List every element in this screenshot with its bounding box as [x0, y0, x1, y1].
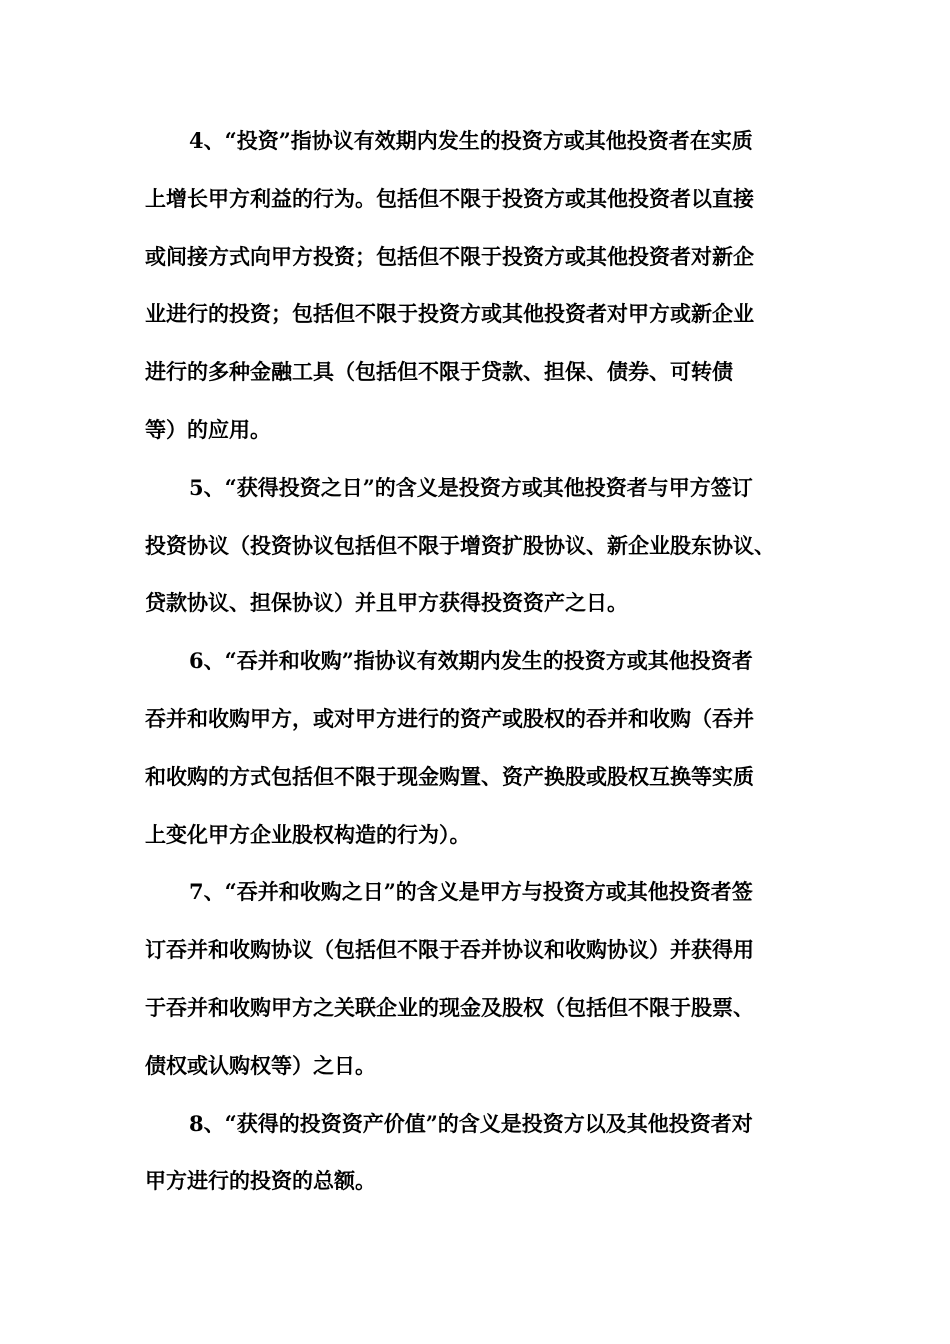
paragraph-4-text: “投资”指协议有效期内发生的投资方或其他投资者在实质	[224, 128, 753, 153]
paragraph-4-line-1	[145, 112, 825, 170]
paragraph-4-number: 4、	[189, 128, 225, 153]
paragraph-5-text: “获得投资之日”的含义是投资方或其他投资者与甲方签订	[224, 474, 753, 500]
paragraph-7-text: “吞并和收购之日”的含义是甲方与投资方或其他投资者签	[224, 879, 753, 905]
paragraph-4-line-4: 业进行的投资；包括但不限于投资方或其他投资者对甲方或新企业	[145, 301, 754, 327]
paragraph-6-number: 6、	[189, 648, 225, 674]
paragraph-6-line-4: 上变化甲方企业股权构造的行为）。	[145, 821, 471, 847]
paragraph-6-line-3: 和收购的方式包括但不限于现金购置、资产换股或股权互换等实质	[145, 763, 754, 789]
paragraph-4-line-5: 进行的多种金融工具（包括但不限于贷款、担保、债券、可转债	[145, 359, 733, 385]
paragraph-6-text: “吞并和收购”指协议有效期内发生的投资方或其他投资者	[224, 648, 753, 674]
paragraph-8-text: “获得的投资资产价值”的含义是投资方以及其他投资者对	[224, 1110, 753, 1136]
paragraph-5-line-2: 投资协议（投资协议包括但不限于增资扩股协议、新企业股东协议、	[145, 532, 775, 558]
paragraph-5-number: 5、	[189, 474, 225, 500]
paragraph-8-number: 8、	[189, 1110, 225, 1136]
paragraph-6-line-1	[145, 632, 825, 690]
document-body	[145, 112, 825, 1210]
paragraph-5-line-1	[145, 459, 825, 517]
paragraph-7-line-2: 订吞并和收购协议（包括但不限于吞并协议和收购协议）并获得用	[145, 937, 754, 963]
paragraph-4-line-2: 上增长甲方利益的行为。包括但不限于投资方或其他投资者以直接	[145, 185, 754, 211]
paragraph-8-line-2: 甲方进行的投资的总额。	[145, 1168, 376, 1194]
paragraph-8-line-1	[145, 1095, 825, 1153]
paragraph-4-line-6: 等）的应用。	[145, 416, 271, 442]
paragraph-7-line-3: 于吞并和收购甲方之关联企业的现金及股权（包括但不限于股票、	[145, 994, 754, 1020]
paragraph-5-line-3: 贷款协议、担保协议）并且甲方获得投资资产之日。	[145, 590, 628, 616]
paragraph-4-line-3: 或间接方式向甲方投资；包括但不限于投资方或其他投资者对新企	[145, 243, 754, 269]
paragraph-7-number: 7、	[189, 879, 225, 905]
paragraph-6-line-2: 吞并和收购甲方，或对甲方进行的资产或股权的吞并和收购（吞并	[145, 705, 754, 731]
paragraph-7-line-1	[145, 863, 825, 921]
paragraph-7-line-4: 债权或认购权等）之日。	[145, 1052, 376, 1078]
